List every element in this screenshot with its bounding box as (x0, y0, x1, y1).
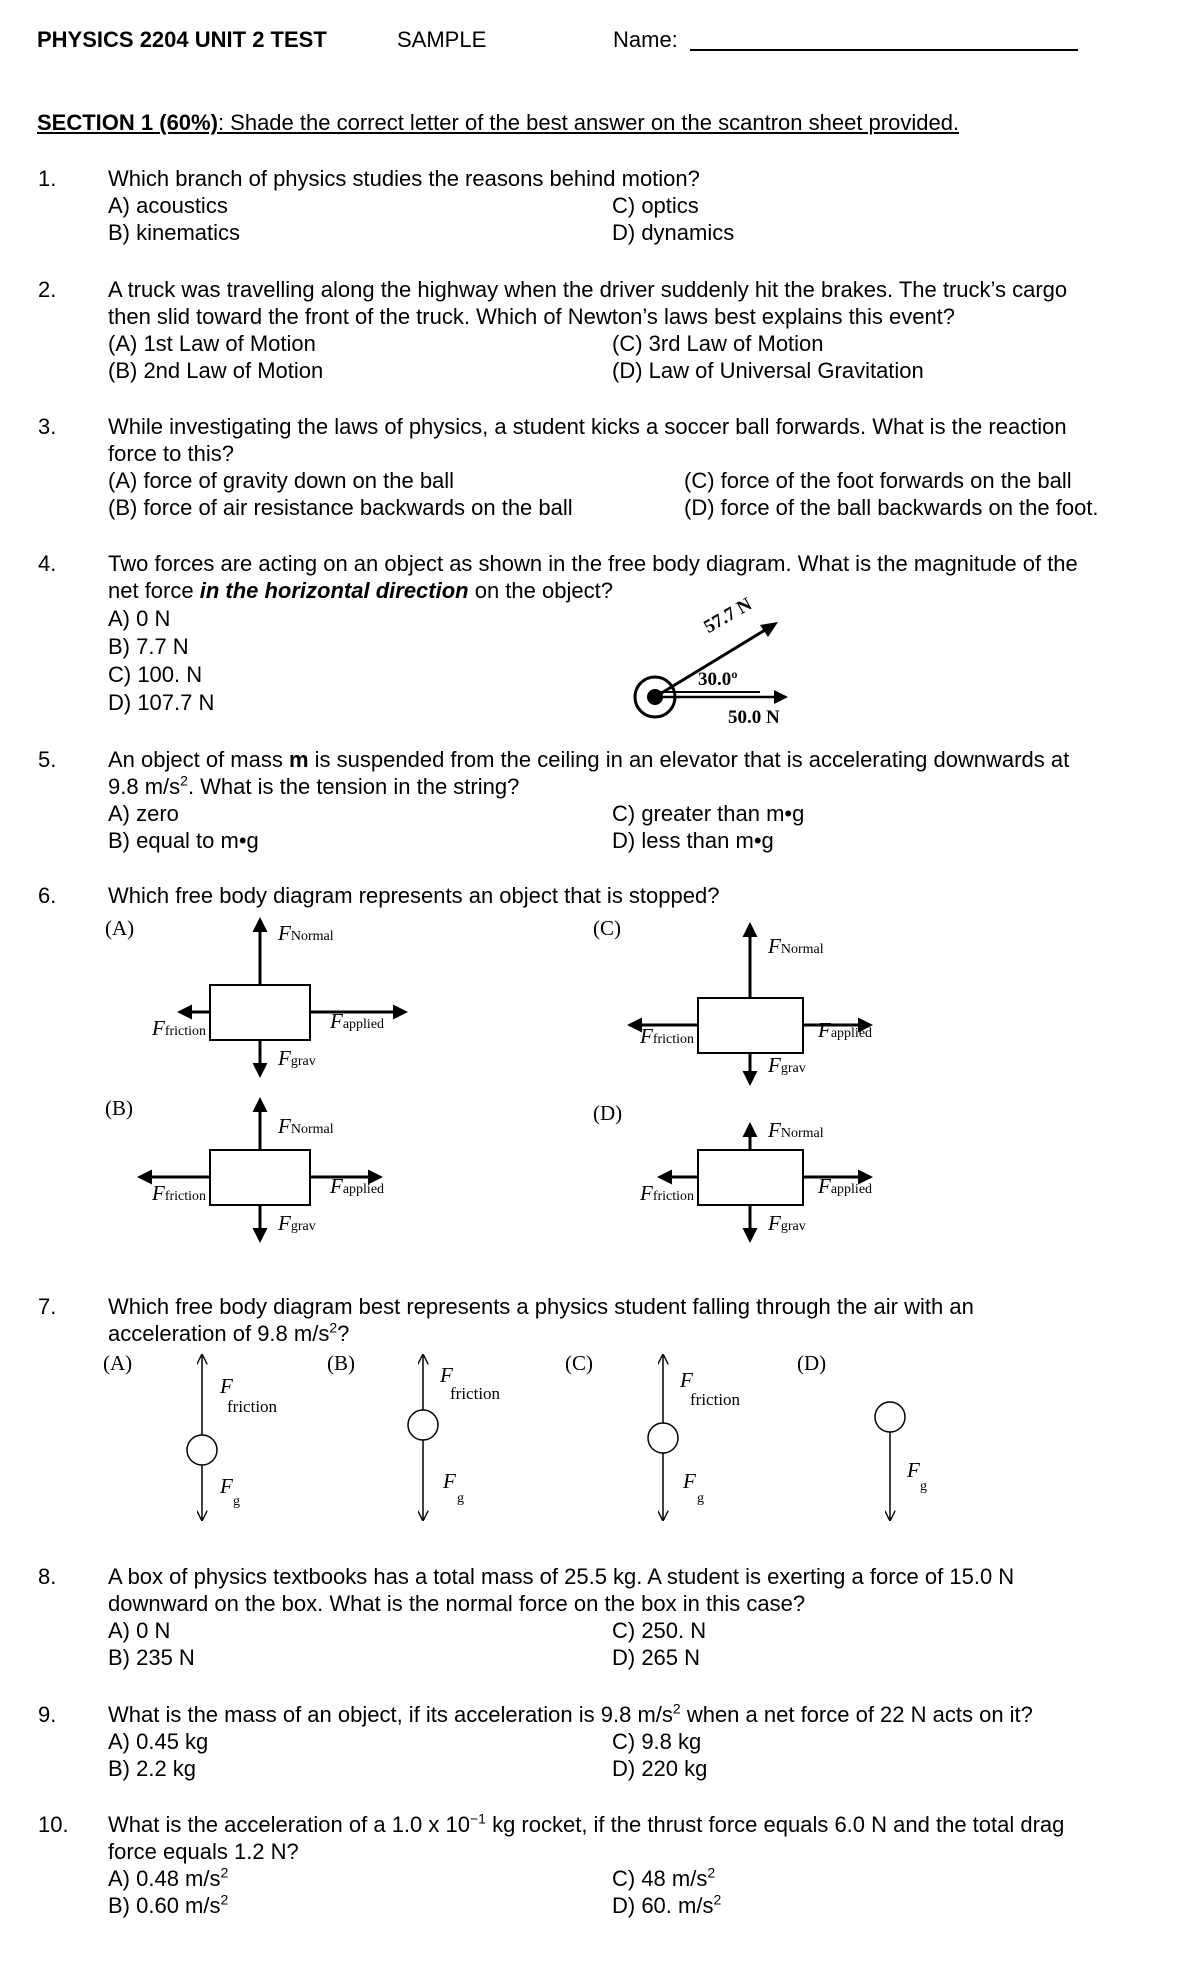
question-text: A box of physics textbooks has a total mass of 25.5 kg. A student is exerting a force of 15.0 N (108, 1564, 1015, 1589)
option-c: C) 250. N (612, 1618, 707, 1643)
option-a: A) 0 N (108, 1618, 171, 1643)
option-c: C) 100. N (108, 662, 203, 687)
option-a: A) 0.48 $m/s^2$ (108, 1864, 229, 1891)
svg-text:friction: friction (690, 1390, 741, 1409)
question-text: Two forces are acting on an object as shown in the free body diagram. What is the magnitude of the (108, 551, 1078, 576)
option-d: (D) Law of Universal Gravitation (612, 358, 924, 383)
option-d: (D) force of the ball backwards on the foot. (684, 495, 1099, 520)
question-text: Which branch of physics studies the reasons behind motion? (108, 166, 700, 191)
question-number: 10. (38, 1812, 69, 1837)
option-b: B) kinematics (108, 220, 241, 245)
option-c: C) greater than m•g (612, 801, 805, 826)
svg-text:Fgrav: Fgrav (278, 1211, 316, 1235)
option-c: (C) 3rd Law of Motion (612, 331, 824, 356)
option-a: (A) 1st Law of Motion (108, 331, 316, 356)
question-number: 2. (38, 277, 57, 302)
angle-label: 30.0º (698, 669, 738, 690)
option-c: (C) force of the foot forwards on the ball (684, 468, 1072, 493)
diagram-a-label: (A) (103, 1351, 133, 1375)
option-d: D) 107.7 N (108, 690, 215, 715)
free-body-diagrams-q7 (95, 1345, 945, 1530)
option-c: C) 48 $m/s^2$ (612, 1864, 716, 1891)
option-a: A) acoustics (108, 193, 228, 218)
svg-text:Ffriction: Ffriction (152, 1016, 207, 1040)
option-d: D) less than m•g (612, 828, 774, 853)
diagram-b-label: (B) (327, 1351, 355, 1375)
option-b: B) 7.7 N (108, 634, 189, 659)
svg-text:Fapplied: Fapplied (818, 1174, 873, 1198)
svg-text:FNormal: FNormal (768, 934, 824, 958)
force1-label: 57.7 N (700, 593, 756, 638)
question-text: net force in the horizontal direction on the object? (108, 578, 613, 603)
question-text: force equals 1.2 N? (108, 1839, 299, 1864)
diagram-a-label: (A) (105, 916, 135, 940)
svg-text:FNormal: FNormal (768, 1118, 824, 1142)
svg-text:friction: friction (227, 1397, 278, 1416)
question-number: 7. (38, 1294, 57, 1319)
svg-text:FNormal: FNormal (278, 921, 334, 945)
svg-text:F: F (683, 1469, 696, 1493)
diagram-c-label: (C) (565, 1351, 593, 1375)
force2-label: 50.0 N (728, 707, 780, 728)
option-c: C) optics (612, 193, 699, 218)
question-text: acceleration of 9.8 $m/s^2$? (108, 1319, 350, 1346)
option-b: B) equal to m•g (108, 828, 259, 853)
svg-text:friction: friction (450, 1384, 501, 1403)
svg-text:g: g (233, 1494, 240, 1509)
question-text: While investigating the laws of physics, a student kicks a soccer ball forwards. What is the reaction (108, 414, 1067, 439)
question-text: An object of mass m is suspended from the ceiling in an elevator that is accelerating downwards at (108, 747, 1070, 772)
option-b: B) 2.2 kg (108, 1756, 197, 1781)
question-number: 1. (38, 166, 57, 191)
svg-text:F: F (680, 1368, 693, 1392)
question-text: What is the acceleration of a 1.0 x $10^{-1}$ kg rocket, if the thrust force equals 6.0 N and the total drag (108, 1810, 1065, 1837)
svg-text:Fgrav: Fgrav (768, 1211, 806, 1235)
svg-text:Ffriction: Ffriction (640, 1181, 695, 1205)
name-line (690, 49, 1078, 51)
diagram-d-label: (D) (797, 1351, 827, 1375)
question-number: 5. (38, 747, 57, 772)
option-d: D) 220 kg (612, 1756, 708, 1781)
svg-text:g: g (457, 1491, 464, 1506)
option-a: A) zero (108, 801, 179, 826)
question-text: then slid toward the front of the truck. Which of Newton’s laws best explains this event? (108, 304, 956, 329)
option-d: D) 265 N (612, 1645, 701, 1670)
svg-text:F: F (220, 1374, 233, 1398)
diagram-c-label: (C) (593, 916, 621, 940)
free-body-diagrams-q6 (100, 900, 880, 1270)
question-text: Which free body diagram best represents a physics student falling through the air with an (108, 1294, 974, 1319)
diagram-d-label: (D) (593, 1101, 623, 1125)
option-b: (B) 2nd Law of Motion (108, 358, 324, 383)
question-number: 9. (38, 1702, 57, 1727)
option-c: C) 9.8 kg (612, 1729, 702, 1754)
svg-text:Fgrav: Fgrav (278, 1046, 316, 1070)
svg-text:Fgrav: Fgrav (768, 1053, 806, 1077)
option-a: A) 0 N (108, 606, 171, 631)
sample-label: SAMPLE (397, 27, 487, 52)
option-d: D) dynamics (612, 220, 735, 245)
question-text: 9.8 $m/s^2$. What is the tension in the string? (108, 772, 520, 799)
question-number: 3. (38, 414, 57, 439)
svg-text:g: g (920, 1479, 927, 1494)
diagram-b-label: (B) (105, 1096, 133, 1120)
question-number: 4. (38, 551, 57, 576)
svg-text:F: F (220, 1474, 233, 1498)
svg-text:Fapplied: Fapplied (818, 1018, 873, 1042)
option-b: B) 0.60 $m/s^2$ (108, 1891, 229, 1918)
question-text: What is the mass of an object, if its acceleration is 9.8 $m/s^2$ when a net force of 22 N acts on it? (108, 1700, 1033, 1727)
section-heading: SECTION 1 (60%): Shade the correct letter of the best answer on the scantron sheet provided. (37, 110, 960, 135)
svg-text:FNormal: FNormal (278, 1114, 334, 1138)
question-text: force to this? (108, 441, 234, 466)
svg-text:g: g (697, 1491, 704, 1506)
svg-text:F: F (443, 1469, 456, 1493)
option-d: D) 60. $m/s^2$ (612, 1891, 722, 1918)
option-a: (A) force of gravity down on the ball (108, 468, 455, 493)
name-label: Name: (613, 27, 678, 52)
question-text: Which free body diagram represents an object that is stopped? (108, 883, 720, 908)
test-title: PHYSICS 2204 UNIT 2 TEST (37, 27, 327, 52)
option-b: B) 235 N (108, 1645, 195, 1670)
svg-text:F: F (907, 1458, 920, 1482)
option-b: (B) force of air resistance backwards on the ball (108, 495, 573, 520)
svg-text:Fapplied: Fapplied (330, 1009, 385, 1033)
option-a: A) 0.45 kg (108, 1729, 209, 1754)
question-text: downward on the box. What is the normal force on the box in this case? (108, 1591, 806, 1616)
question-number: 8. (38, 1564, 57, 1589)
question-number: 6. (38, 883, 57, 908)
svg-text:Ffriction: Ffriction (640, 1024, 695, 1048)
svg-text:F: F (440, 1363, 453, 1387)
question-text: A truck was travelling along the highway when the driver suddenly hit the brakes. The truck’s cargo (108, 277, 1068, 302)
svg-text:Fapplied: Fapplied (330, 1174, 385, 1198)
svg-text:Ffriction: Ffriction (152, 1181, 207, 1205)
force-diagram-q4 (610, 585, 820, 730)
